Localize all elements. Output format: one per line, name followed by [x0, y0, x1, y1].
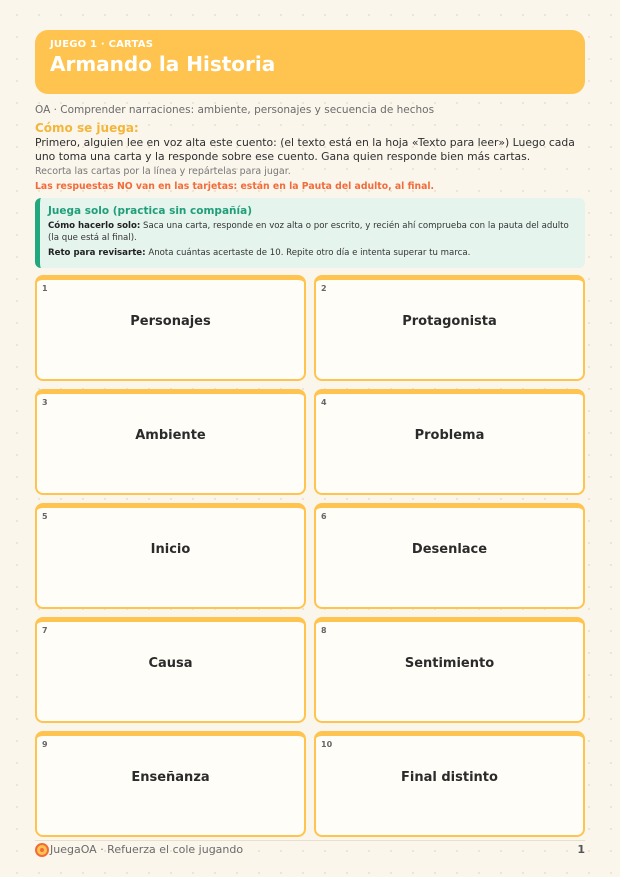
solo-challenge-text: Anota cuántas acertaste de 10. Repite otro día e intenta superar tu marca.	[148, 248, 471, 258]
game-kicker: JUEGO 1 · CARTAS	[50, 39, 154, 50]
card-number: 6	[321, 512, 327, 521]
card-number: 9	[42, 740, 48, 749]
card-number: 2	[321, 284, 327, 293]
page-number: 1	[577, 843, 585, 856]
card-protagonista	[314, 275, 585, 381]
card-number: 7	[42, 626, 48, 635]
card-number: 5	[42, 512, 48, 521]
card-problema	[314, 389, 585, 495]
page-title: Armando la Historia	[50, 52, 276, 76]
cut-note: Recorta las cartas por la línea y repártelas para jugar.	[35, 166, 291, 177]
footer-brand: JuegaOA · Refuerza el cole jugando	[50, 843, 244, 856]
card-number: 8	[321, 626, 327, 635]
card-inicio	[35, 503, 306, 609]
card-number: 4	[321, 398, 327, 407]
brand-logo-icon	[35, 843, 49, 857]
card-label: Problema	[414, 428, 485, 443]
card-label: Sentimiento	[404, 656, 495, 671]
card-personajes	[35, 275, 306, 381]
card-label: Inicio	[150, 542, 191, 557]
card-causa	[35, 617, 306, 723]
card-label: Enseñanza	[131, 770, 210, 785]
card-label: Final distinto	[401, 770, 498, 785]
header-banner	[35, 30, 585, 94]
card-label: Personajes	[130, 314, 211, 329]
solo-how-row	[48, 220, 575, 244]
card-number: 10	[321, 740, 333, 749]
solo-challenge-row	[48, 247, 575, 259]
card-label: Protagonista	[402, 314, 497, 329]
card-ambiente	[35, 389, 306, 495]
card-ensenanza	[35, 731, 306, 837]
card-sentimiento	[314, 617, 585, 723]
solo-heading: Juega solo (practica sin compañía)	[48, 205, 252, 217]
card-label: Desenlace	[411, 542, 488, 557]
howto-text: Primero, alguien lee en voz alta este cuento: (el texto está en la hoja «Texto para leer») Luego cada uno toma una carta y la responde sobre ese cuento. Gana quien responde bien más cartas.	[35, 136, 575, 163]
learning-objective: OA · Comprender narraciones: ambiente, personajes y secuencia de hechos	[35, 104, 435, 116]
answers-warning: Las respuestas NO van en las tarjetas: están en la Pauta del adulto, al final.	[35, 181, 435, 192]
footer-divider	[35, 840, 585, 841]
solo-play-box	[35, 198, 585, 268]
card-label: Ambiente	[135, 428, 206, 443]
card-desenlace	[314, 503, 585, 609]
solo-how-text: Saca una carta, responde en voz alta o por escrito, y recién ahí comprueba con la pauta del adulto (la que está al final).	[48, 221, 569, 243]
card-final-distinto	[314, 731, 585, 837]
card-number: 1	[42, 284, 48, 293]
solo-how-label: Cómo hacerlo solo:	[48, 221, 141, 231]
card-number: 3	[42, 398, 48, 407]
card-label: Causa	[148, 656, 193, 671]
howto-heading: Cómo se juega:	[35, 121, 139, 135]
solo-challenge-label: Reto para revisarte:	[48, 248, 146, 258]
